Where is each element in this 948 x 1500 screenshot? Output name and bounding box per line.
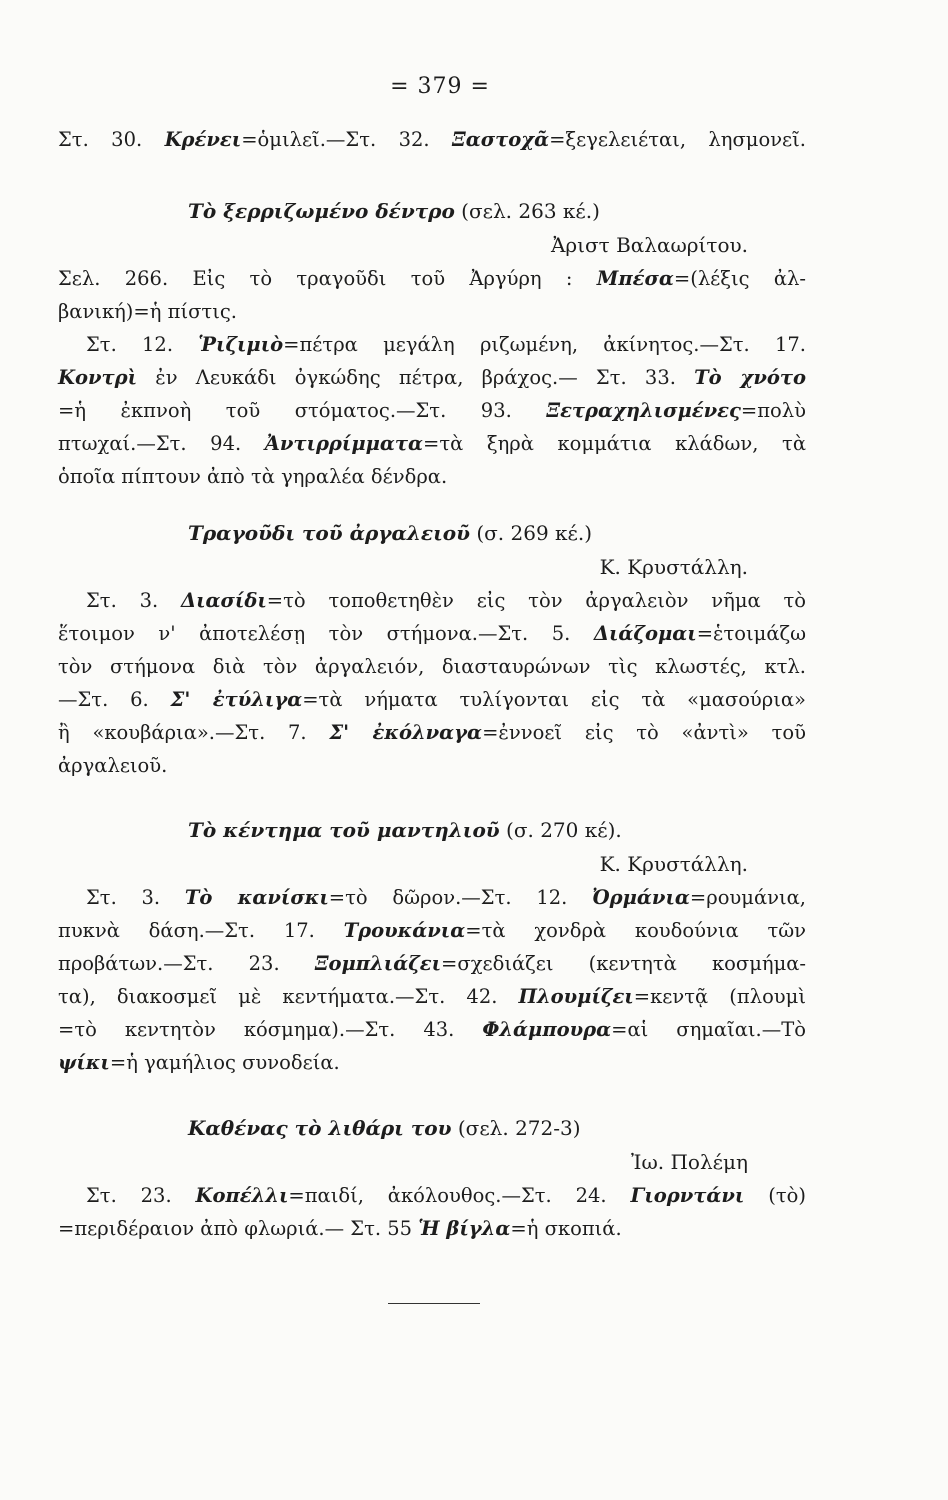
section-title: Τὸ ξερριζωμένο δέντρο bbox=[188, 199, 455, 223]
section-kentima-mantiliou bbox=[58, 813, 806, 1079]
term: Ξομπλιάζει bbox=[314, 952, 442, 975]
section-xerrizomeno-dentro bbox=[58, 194, 806, 493]
text-line: —Στ. 6. Σ' ἐτύλιγα=τὰ νήματα τυλίγονται εἰς τὰ «μασούρια» bbox=[58, 688, 806, 711]
section-tragoudi-argaleiou bbox=[58, 516, 806, 782]
text-line: προβάτων.—Στ. 23. Ξομπλιάζει=σχεδιάζει (κεντητὰ κοσμήμα- bbox=[58, 952, 807, 975]
term: Κοπέλλι bbox=[195, 1184, 289, 1207]
term: Διασίδι bbox=[180, 589, 267, 612]
text-line: Στ. 3. Τὸ κανίσκι=τὸ δῶρον.—Στ. 12. Ὀρμάνια=ρουμάνια, bbox=[86, 886, 806, 909]
term: Σ' ἐκόλναγα bbox=[329, 721, 483, 744]
text-line: Στ. 12. Ῥιζιμιὸ=πέτρα μεγάλη ριζωμένη, ἀκίνητος.—Στ. 17. bbox=[86, 333, 806, 356]
term: Ξαστοχᾶ bbox=[452, 128, 550, 151]
section-author: Ἰω. Πολέμη bbox=[631, 1150, 748, 1174]
term: Διάζομαι bbox=[593, 622, 697, 645]
section-ref: (σελ. 272-3) bbox=[451, 1116, 581, 1140]
text-line: ἢ «κουβάρια».—Στ. 7. Σ' ἐκόλναγα=ἐννοεῖ εἰς τὸ «ἀντὶ» τοῦ bbox=[58, 721, 806, 744]
term: Κρένει bbox=[164, 128, 242, 151]
term: Πλουμίζει bbox=[518, 985, 634, 1008]
section-heading bbox=[58, 194, 806, 228]
text-line: τα), διακοσμεῖ μὲ κεντήματα.—Στ. 42. Πλουμίζει=κεντᾷ (πλουμὶ bbox=[58, 985, 806, 1008]
section-ref: (σ. 270 κέ). bbox=[499, 818, 622, 842]
text-line: ἀργαλειοῦ. bbox=[58, 754, 168, 777]
text-line: =τὸ κεντητὸν κόσμημα).—Στ. 43. Φλάμπουρα=αἱ σημαῖαι.—Τὸ bbox=[58, 1018, 806, 1041]
term: Ῥιζιμιὸ bbox=[198, 333, 284, 356]
section-author: Ἀριστ Βαλαωρίτου. bbox=[550, 233, 748, 257]
term: Τὸ κανίσκι bbox=[184, 886, 329, 909]
page-number: = 379 = bbox=[390, 74, 490, 99]
section-title: Καθένας τὸ λιθάρι του bbox=[188, 1116, 452, 1140]
term: Τὸ χνότο bbox=[694, 366, 806, 389]
term: Μπέσα bbox=[596, 267, 674, 290]
text-line: βανική)=ἡ πίστις. bbox=[58, 300, 237, 323]
term: Τρουκάνια bbox=[343, 919, 466, 942]
term: Ἡ βίγλα bbox=[418, 1217, 511, 1240]
intro-notes bbox=[58, 123, 806, 156]
term: Φλάμπουρα bbox=[482, 1018, 612, 1041]
term: Ὀρμάνια bbox=[592, 886, 690, 909]
text-line: Στ. 30. Κρένει=ὁμιλεῖ.—Στ. 32. Ξαστοχᾶ=ξεγελειέται, λησμονεῖ. bbox=[58, 128, 807, 151]
section-ref: (σελ. 263 κέ.) bbox=[454, 199, 600, 223]
text-line: τὸν στήμονα διὰ τὸν ἀργαλειόν, διασταυρώνων τὶς κλωστές, κτλ. bbox=[58, 655, 806, 678]
section-heading bbox=[58, 1111, 806, 1145]
text-line: Κοντρὶ ἐν Λευκάδι ὀγκώδης πέτρα, βράχος.— Στ. 33. Τὸ χνότο bbox=[58, 366, 806, 389]
term: ψίκι bbox=[58, 1051, 110, 1074]
term: Ἀντιρρίμματα bbox=[264, 432, 424, 455]
text-line: Στ. 23. Κοπέλλι=παιδί, ἀκόλουθος.—Στ. 24. Γιορντάνι (τὸ) bbox=[86, 1184, 806, 1207]
text-line: ἕτοιμον ν' ἀποτελέσῃ τὸν στήμονα.—Στ. 5. Διάζομαι=ἑτοιμάζω bbox=[58, 622, 806, 645]
end-rule bbox=[388, 1303, 480, 1304]
term: Ξετραχηλισμένες bbox=[546, 399, 741, 422]
section-lithari bbox=[58, 1111, 806, 1245]
text-line: ψίκι=ἡ γαμήλιος συνοδεία. bbox=[58, 1051, 340, 1074]
text-line: ὁποῖα πίπτουν ἀπὸ τὰ γηραλέα δένδρα. bbox=[58, 465, 448, 488]
section-heading bbox=[58, 813, 806, 847]
text-line: πτωχαί.—Στ. 94. Ἀντιρρίμματα=τὰ ξηρὰ κομμάτια κλάδων, τὰ bbox=[58, 432, 806, 455]
text-line: =περιδέραιον ἀπὸ φλωριά.— Στ. 55 Ἡ βίγλα=ἡ σκοπιά. bbox=[58, 1217, 622, 1240]
term: Σ' ἐτύλιγα bbox=[170, 688, 303, 711]
section-heading bbox=[58, 516, 806, 550]
term: Κοντρὶ bbox=[58, 366, 138, 389]
text-line: πυκνὰ δάση.—Στ. 17. Τρουκάνια=τὰ χονδρὰ κουδούνια τῶν bbox=[58, 919, 806, 942]
section-author: Κ. Κρυστάλλη. bbox=[599, 555, 748, 579]
text-line: Στ. 3. Διασίδι=τὸ τοποθετηθὲν εἰς τὸν ἀργαλειὸν νῆμα τὸ bbox=[86, 589, 806, 612]
section-title: Τὸ κέντημα τοῦ μαντηλιοῦ bbox=[188, 818, 500, 842]
text-line: Σελ. 266. Εἰς τὸ τραγοῦδι τοῦ Ἀργύρη : Μπέσα=(λέξις ἀλ- bbox=[58, 267, 806, 290]
section-ref: (σ. 269 κέ.) bbox=[469, 521, 593, 545]
text-line: =ἡ ἐκπνοὴ τοῦ στόματος.—Στ. 93. Ξετραχηλισμένες=πολὺ bbox=[58, 399, 806, 422]
term: Γιορντάνι bbox=[630, 1184, 745, 1207]
section-author: Κ. Κρυστάλλη. bbox=[599, 852, 748, 876]
section-title: Τραγοῦδι τοῦ ἀργαλειοῦ bbox=[188, 521, 470, 545]
